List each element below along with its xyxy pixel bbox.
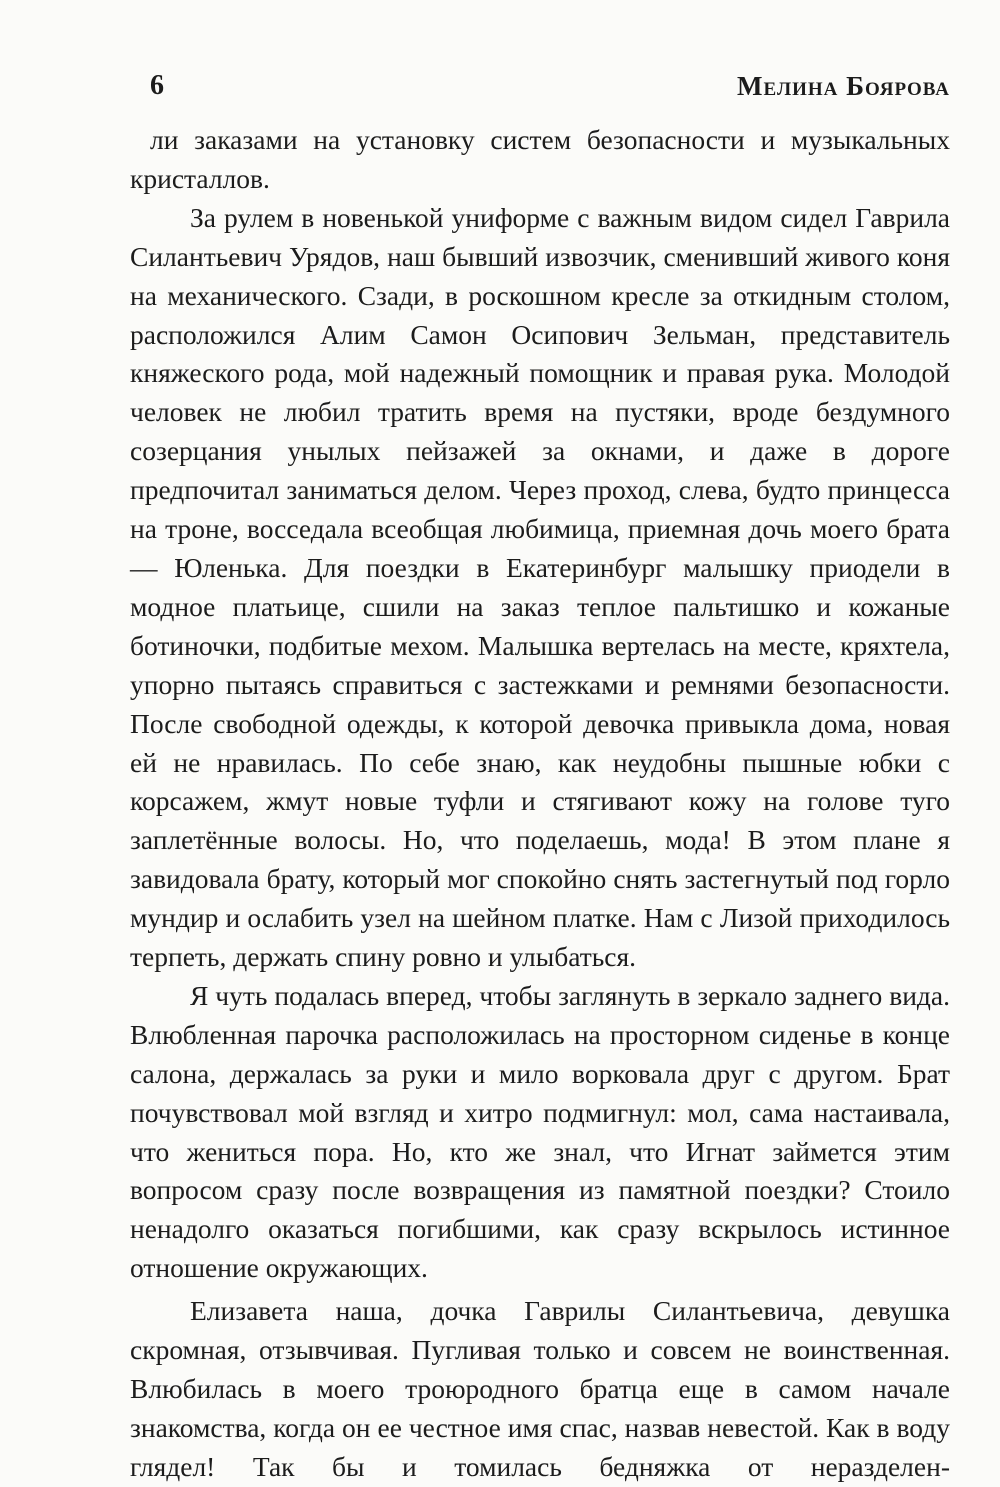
- paragraph-2: За рулем в новенькой униформе с важным видом сидел Гаврила Силантьевич Урядов, наш бывший извозчик, сменивший живого коня на механического. Сзади, в роскошном кресле за откидным столом, расположился Алим Самон Осипович Зельман, представитель княжеского рода, мой надежный помощник и правая рука. Молодой человек не любил тратить время на пустяки, вроде бездумного созерцания унылых пейзажей за окнами, и даже в дороге предпочитал заниматься делом. Через проход, слева, будто принцесса на троне, восседала всеобщая любимица, приемная дочь моего брата — Юленька. Для поездки в Екатеринбург малышку приодели в модное платьице, сшили на заказ теплое пальтишко и кожаные ботиночки, подбитые мехом. Малышка вертелась на месте, кряхтела, упорно пытаясь справиться с застежками и ремнями безопасности. После свободной одежды, к которой девочка привыкла дома, новая ей не нравилась. По себе знаю, как неудобны пышные юбки с корсажем, жмут новые туфли и стягивают кожу на голове туго заплетённые волосы. Но, что поделаешь, мода! В этом плане я завидовала брату, который мог спокойно снять застегнутый под горло мундир и ослабить узел на шейном платке. Нам с Лизой приходилось терпеть, держать спину ровно и улыбаться.: [130, 201, 950, 973]
- page-header: [150, 66, 950, 106]
- page-number: 6: [150, 70, 164, 101]
- running-head-author: Мелина Боярова: [737, 71, 950, 101]
- paragraph-4: Елизавета наша, дочка Гаврилы Силантьевича, девушка скромная, отзывчивая. Пугливая только и совсем не воинственная. Влюбилась в моего троюродного братца еще в самом начале знакомства, когда он ее честное имя спас, назвав невестой. Как в воду глядел! Так бы и томилась бедняжка от неразделен-: [130, 1295, 950, 1482]
- paragraph-3: Я чуть подалась вперед, чтобы заглянуть в зеркало заднего вида. Влюбленная парочка расположилась на просторном сиденье в конце салона, держалась за руки и мило ворковала друг с другом. Брат почувствовал мой взгляд и хитро подмигнул: мол, сама настаивала, что жениться пора. Но, кто же знал, что Игнат займется этим вопросом сразу после возвращения из памятной поездки? Стоило ненадолго оказаться погибшими, как сразу вскрылось истинное отношение окружающих.: [130, 979, 950, 1284]
- body-text: [130, 121, 950, 1487]
- paragraph-1: ли заказами на установку систем безопасности и музыкальных кристаллов.: [130, 124, 950, 194]
